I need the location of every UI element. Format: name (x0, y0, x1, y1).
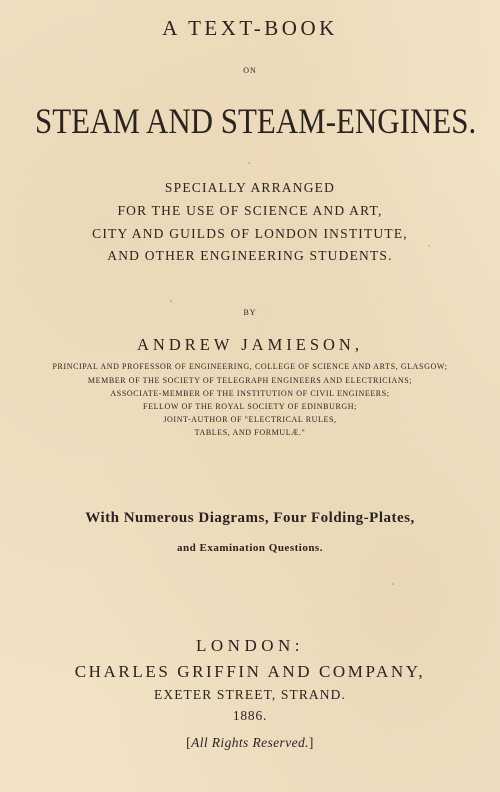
specially-line-3: CITY AND GUILDS OF LONDON INSTITUTE, (92, 226, 408, 241)
imprint-address: EXETER STREET, STRAND. (154, 687, 346, 702)
credential-line-4: FELLOW OF THE ROYAL SOCIETY OF EDINBURGH; (143, 402, 357, 411)
rights-close-bracket: ] (308, 735, 314, 750)
features-line-1: With Numerous Diagrams, Four Folding-Plates, (85, 510, 415, 526)
paper-speck (392, 583, 394, 585)
paper-speck (170, 300, 172, 302)
credential-line-1: PRINCIPAL AND PROFESSOR OF ENGINEERING, COLLEGE OF SCIENCE AND ARTS, GLASGOW; (52, 362, 448, 371)
rights-text: All Rights Reserved. (191, 735, 309, 750)
specially-line-4: AND OTHER ENGINEERING STUDENTS. (107, 248, 393, 263)
imprint-year: 1886. (232, 708, 268, 723)
credential-line-6: TABLES, AND FORMULÆ." (194, 428, 306, 437)
credential-line-5: JOINT-AUTHOR OF "ELECTRICAL RULES, (163, 415, 337, 424)
author-name: ANDREW JAMIESON, (137, 335, 363, 354)
main-title: STEAM AND STEAM-ENGINES. (35, 101, 477, 141)
on-word: ON (243, 66, 257, 75)
by-word: BY (243, 308, 257, 317)
imprint-publisher: CHARLES GRIFFIN AND COMPANY, (74, 662, 426, 681)
credential-line-2: MEMBER OF THE SOCIETY OF TELEGRAPH ENGINEERS AND ELECTRICIANS; (87, 376, 413, 385)
rights-reserved (0, 735, 500, 751)
rights-open-bracket: [ (186, 735, 192, 750)
specially-line-1: SPECIALLY ARRANGED (164, 180, 336, 195)
title-top-line: A TEXT-BOOK (162, 16, 338, 40)
specially-line-2: FOR THE USE OF SCIENCE AND ART, (117, 203, 383, 218)
credential-line-3: ASSOCIATE-MEMBER OF THE INSTITUTION OF CIVIL ENGINEERS; (110, 389, 390, 398)
paper-speck (248, 162, 250, 164)
imprint-city: LONDON: (196, 636, 304, 655)
features-line-2: and Examination Questions. (177, 542, 323, 554)
paper-speck (428, 245, 430, 247)
